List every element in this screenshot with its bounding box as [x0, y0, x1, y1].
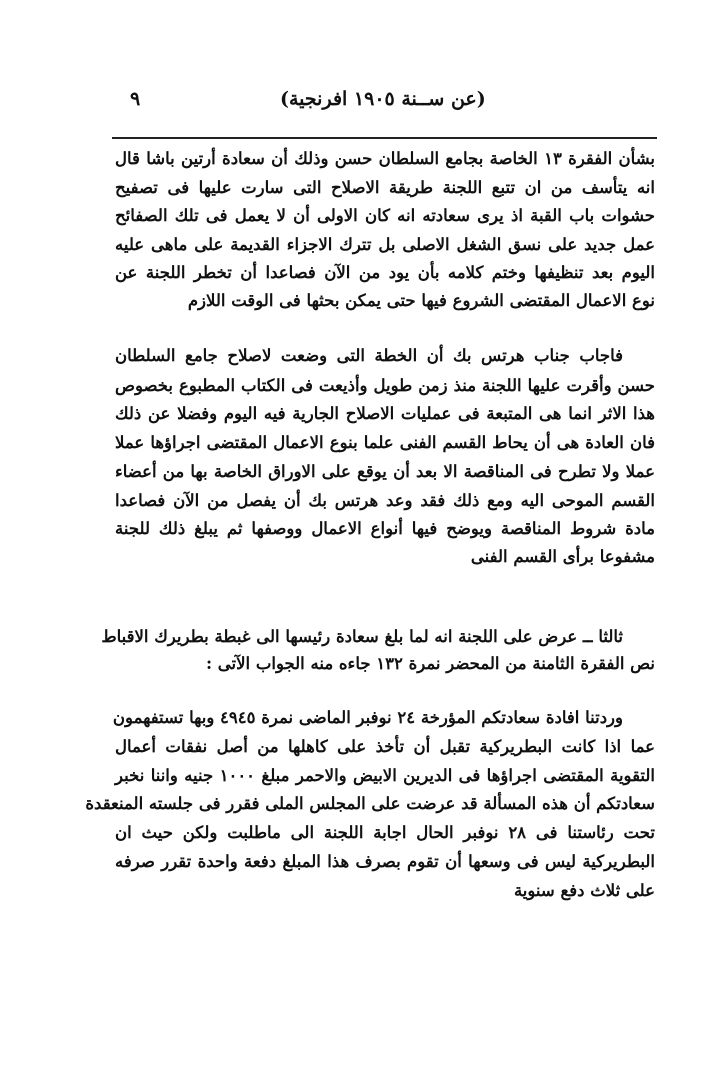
text-line: حسن وأقرت عليها اللجنة منذ زمن طويل وأذيعت فى الكتاب المطبوع بخصوص	[115, 376, 655, 395]
text-line: نص الفقرة الثامنة من المحضر نمرة ١٣٢ جاءه منه الجواب الآتى :	[205, 654, 655, 673]
text-line: فان العادة هى أن يحاط القسم الفنى علما بنوع الاعمال المقتضى اجراؤها عملا	[115, 433, 655, 452]
header-rule	[112, 137, 657, 139]
text-line: البطريركية ليس فى وسعها أن تقوم بصرف هذا المبلغ دفعة واحدة تقرر صرفه	[115, 852, 655, 871]
running-header: (عن ســنة ١٩٠٥ افرنجية)	[280, 88, 486, 110]
text-line: تحت رئاستنا فى ٢٨ نوفبر الحال اجابة اللجنة الى ماطلبت ولكن حيث ان	[115, 823, 655, 842]
text-line: بشأن الفقرة ١٣ الخاصة بجامع السلطان حسن وذلك أن سعادة أرتين باشا قال	[115, 149, 656, 168]
text-line: عما اذا كانت البطريركية تقبل أن تأخذ على كاهلها من أصل نفقات أعمال	[115, 737, 655, 756]
text-line: القسم الموحى اليه ومع ذلك فقد وعد هرتس بك أن يفصل من الآن فصاعدا	[115, 491, 655, 510]
text-line: وردتنا افادة سعادتكم المؤرخة ٢٤ نوفبر الماضى نمرة ٤٩٤٥ وبها تستفهمون	[112, 708, 623, 727]
text-line: حشوات باب القبة اذ يرى سعادته انه كان الاولى أن لا يعمل فى تلك الصفائح	[115, 206, 655, 225]
text-line: عمل جديد على نسق الشغل الاصلى بل تترك الاجزاء القديمة على ماهى عليه	[115, 235, 655, 254]
text-line: سعادتكم أن هذه المسألة قد عرضت على المجلس الملى فقرر فى جلسته المنعقدة	[85, 794, 655, 813]
text-line: التقوية المقتضى اجراؤها فى الديرين الابيض والاحمر مبلغ ١٠٠٠ جنيه واننا نخبر	[115, 766, 656, 785]
text-line: مادة شروط المناقصة ويوضح فيها أنواع الاعمال ووصفها ثم يبلغ ذلك للجنة	[115, 519, 655, 538]
text-line: اليوم بعد تنظيفها وختم كلامه بأن يود من الآن فصاعدا أن تخطر اللجنة عن	[115, 263, 655, 282]
text-line: انه يتأسف من ان تتبع اللجنة طريقة الاصلاح التى سارت عليها فى تصفيح	[115, 178, 655, 197]
page-number: ٩	[130, 88, 141, 110]
text-line: نوع الاعمال المقتضى الشروع فيها حتى يمكن بحثها فى الوقت اللازم	[187, 291, 655, 310]
text-line: فاجاب جناب هرتس بك أن الخطة التى وضعت لاصلاح جامع السلطان	[115, 346, 623, 365]
text-line: مشفوعا برأى القسم الفنى	[470, 547, 655, 566]
text-line: هذا الاثر انما هى المتبعة فى عمليات الاصلاح الجارية فيه اليوم وفضلا عن ذلك	[115, 404, 655, 423]
text-line: عملا ولا تطرح فى المناقصة الا بعد أن يوقع على الاوراق الخاصة بها من أعضاء	[115, 462, 655, 481]
text-line: ثالثا ــ عرض على اللجنة انه لما بلغ سعادة رئيسها الى غبطة بطريرك الاقباط	[101, 627, 623, 646]
text-line: على ثلاث دفع سنوية	[513, 881, 655, 900]
